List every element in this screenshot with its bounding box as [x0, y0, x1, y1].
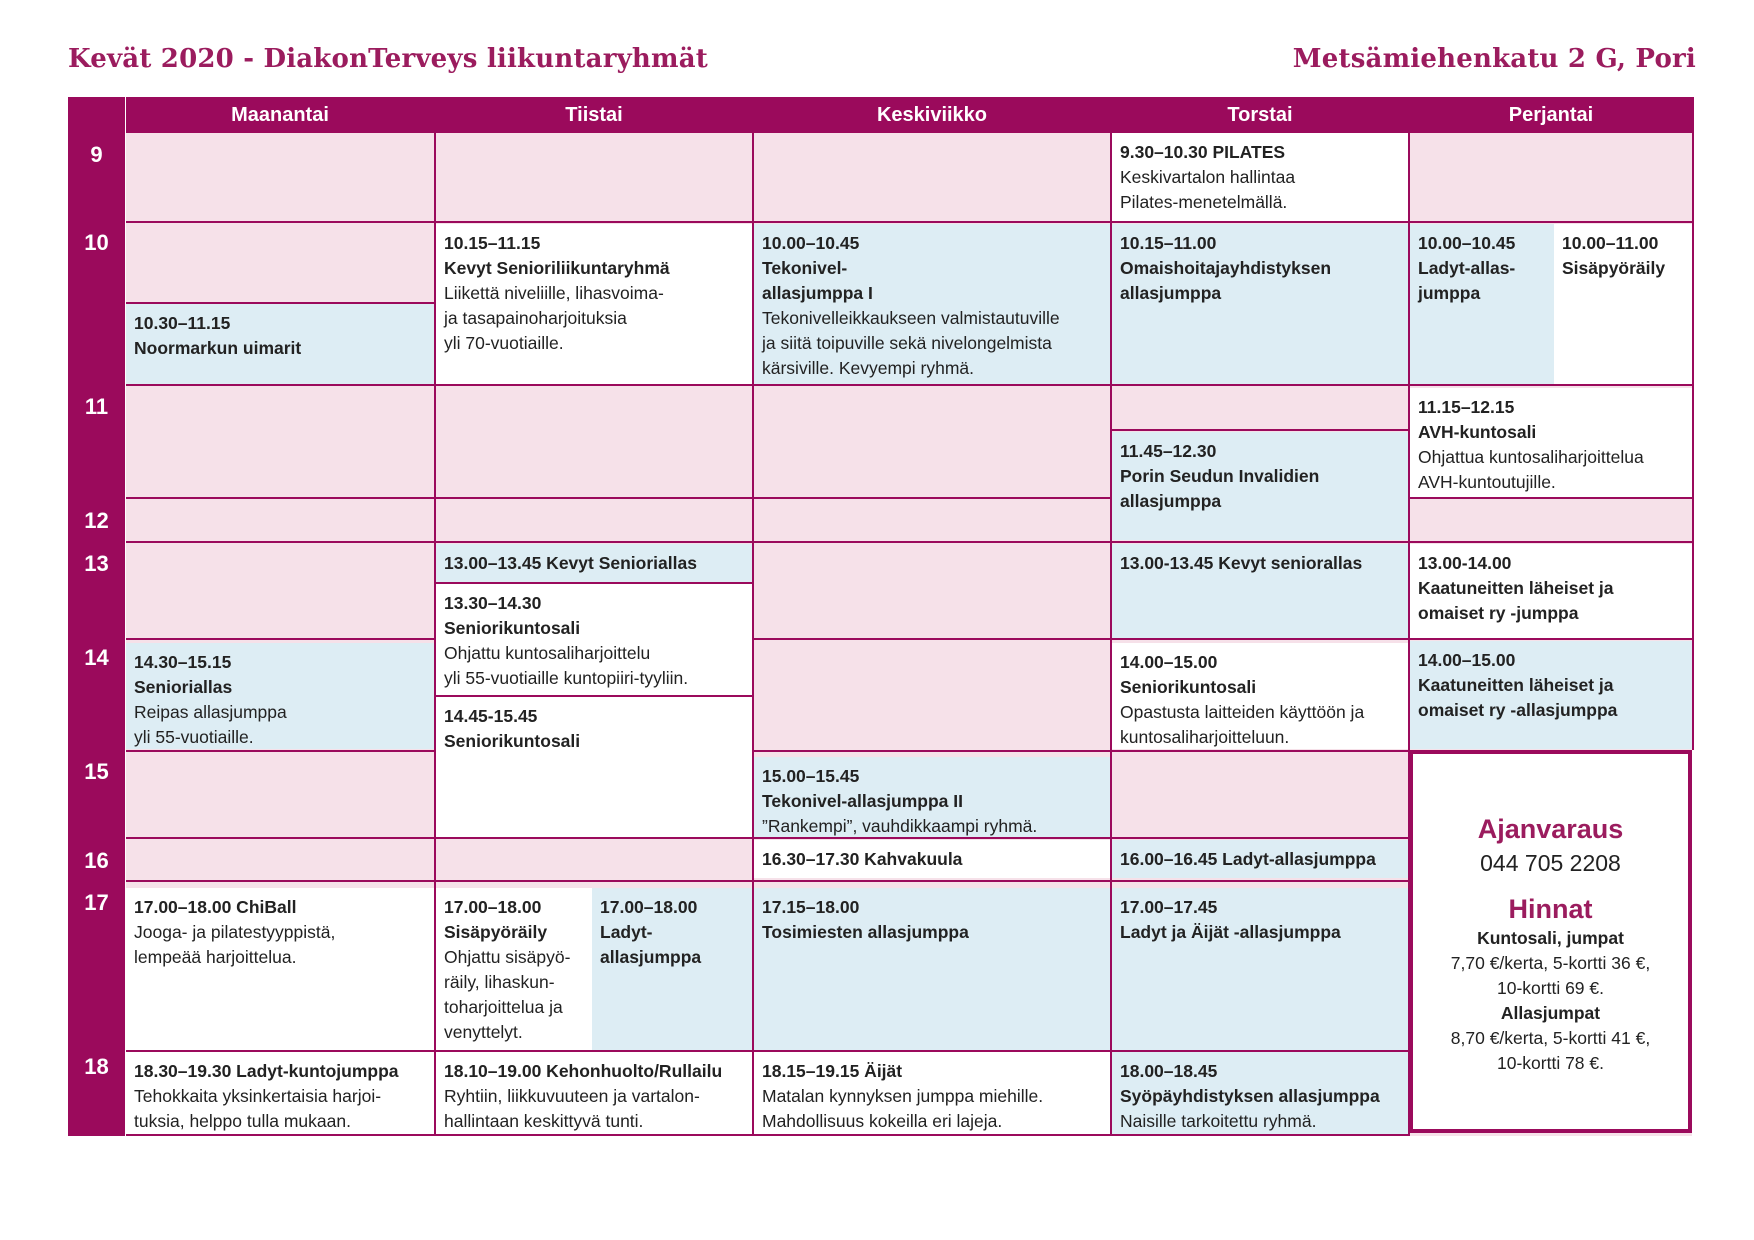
row-divider	[126, 497, 1110, 499]
hour-label: 10	[84, 230, 109, 255]
page-address: Metsämiehenkatu 2 G, Pori	[1292, 44, 1696, 74]
tuesday-class-kevyt-senioriliikunta: 10.15–11.15 Kevyt Senioriliikuntaryhmä Liikettä niveliille, lihasvoima- ja tasapainoharjoituksia yli 70-vuotiaille.	[436, 224, 752, 384]
row-divider	[436, 695, 752, 697]
hour-label: 12	[84, 508, 109, 533]
row-divider	[126, 302, 434, 304]
column-divider	[1110, 97, 1112, 1136]
hour-label: 15	[84, 759, 109, 784]
hour-label: 14	[84, 645, 109, 670]
monday-class-chiball: 17.00–18.00 ChiBall Jooga- ja pilatestyyppistä, lempeää harjoittelua.	[126, 888, 434, 1051]
thursday-class-seniorikuntosali: 14.00–15.00 Seniorikuntosali Opastusta laitteiden käyttöön ja kuntosaliharjoitteluun.	[1112, 643, 1408, 749]
wednesday-class-tosimiesten-allasjumppa: 17.15–18.00 Tosimiesten allasjumppa	[754, 888, 1110, 1051]
page-title: Kevät 2020 - DiakonTerveys liikuntaryhmät	[68, 44, 709, 74]
row-divider	[126, 221, 1692, 223]
thursday-class-kevyt-seniorallas: 13.00-13.45 Kevyt seniorallas	[1112, 544, 1408, 638]
thursday-class-ladyt-allasjumppa: 16.00–16.45 Ladyt-allasjumppa	[1112, 840, 1408, 878]
pool-prices-title: Allasjumpat	[1500, 1003, 1601, 1023]
booking-info-box	[1409, 750, 1692, 1133]
thursday-class-porin-seudun-invalidit: 11.45–12.30 Porin Seudun Invalidien allasjumppa	[1112, 432, 1408, 540]
column-divider	[1692, 97, 1694, 750]
hour-label: 13	[84, 551, 109, 576]
gym-prices: 7,70 €/kerta, 5-kortti 36 €, 10-kortti 69 €.	[1450, 953, 1651, 998]
row-divider	[1410, 497, 1692, 499]
row-divider	[754, 750, 1408, 752]
row-divider	[436, 582, 752, 584]
thursday-class-ladyt-ja-aijat: 17.00–17.45 Ladyt ja Äijät -allasjumppa	[1112, 888, 1408, 1051]
row-divider	[126, 837, 1408, 839]
column-divider	[434, 97, 436, 1136]
wednesday-class-aijat: 18.15–19.15 Äijät Matalan kynnyksen jumppa miehille. Mahdollisuus kokeilla eri lajeja.	[754, 1052, 1110, 1136]
column-divider	[752, 97, 754, 1136]
row-divider	[126, 541, 1692, 543]
row-divider	[126, 1134, 1408, 1136]
wednesday-class-tekonivel-1: 10.00–10.45 Tekonivel- allasjumppa I Tekonivelleikkaukseen valmistautuville ja siitä toipuville sekä nivelongelmista kärsiville. Kevyempi ryhmä.	[754, 224, 1110, 384]
row-divider	[126, 750, 436, 752]
thursday-class-omaishoitaja: 10.15–11.00 Omaishoitajayhdistyksen allasjumppa	[1112, 224, 1408, 384]
day-header-tuesday: Tiistai	[436, 97, 752, 133]
tuesday-class-seniorikuntosali-1: 13.30–14.30 Seniorikuntosali Ohjattu kuntosaliharjoittelu yli 55-vuotiaille kuntopiiri-tyyliin.	[436, 584, 752, 695]
friday-class-sisapyoraily: 10.00–11.00 Sisäpyöräily	[1554, 224, 1692, 384]
row-divider	[126, 638, 436, 640]
row-divider	[126, 384, 1692, 386]
tuesday-class-sisapyoraily: 17.00–18.00 Sisäpyöräily Ohjattu sisäpyö- räily, lihaskun- toharjoittelua ja venyttelyt.	[436, 888, 592, 1051]
friday-class-avh-kuntosali: 11.15–12.15 AVH-kuntosali Ohjattua kuntosaliharjoittelua AVH-kuntoutujille.	[1410, 388, 1692, 497]
row-divider	[126, 880, 1408, 882]
friday-class-ladyt-allasjumppa: 10.00–10.45 Ladyt-allas- jumppa	[1410, 224, 1554, 384]
hour-label: 18	[84, 1054, 109, 1079]
tuesday-class-seniorikuntosali-2: 14.45-15.45 Seniorikuntosali	[436, 697, 752, 837]
row-divider	[754, 638, 1692, 640]
gym-prices-title: Kuntosali, jumpat	[1477, 928, 1624, 948]
day-header-monday: Maanantai	[126, 97, 434, 133]
monday-class-noormarku: 10.30–11.15 Noormarkun uimarit	[126, 304, 434, 384]
row-divider	[1112, 429, 1408, 431]
tuesday-class-kehonhuolto: 18.10–19.00 Kehonhuolto/Rullailu Ryhtiin, liikkuvuuteen ja vartalon- hallintaan keskittyvä tunti.	[436, 1052, 752, 1136]
friday-class-kaatuneitten-allasjumppa: 14.00–15.00 Kaatuneitten läheiset ja omaiset ry -allasjumppa	[1410, 641, 1692, 749]
tuesday-class-kevyt-senioriallas: 13.00–13.45 Kevyt Senioriallas	[436, 544, 752, 582]
row-divider	[126, 1050, 1408, 1052]
hour-label: 11	[84, 394, 109, 419]
thursday-class-syopayhdistys: 18.00–18.45 Syöpäyhdistyksen allasjumppa Naisille tarkoitettu ryhmä.	[1112, 1052, 1408, 1136]
booking-phone: 044 705 2208	[1480, 850, 1621, 876]
friday-class-kaatuneitten-jumppa: 13.00-14.00 Kaatuneitten läheiset ja omaiset ry -jumppa	[1410, 544, 1692, 638]
pool-prices: 8,70 €/kerta, 5-kortti 41 €, 10-kortti 78 €.	[1450, 1028, 1651, 1073]
monday-class-senioriallas: 14.30–15.15 Senioriallas Reipas allasjumppa yli 55-vuotiaille.	[126, 643, 434, 749]
prices-title: Hinnat	[1508, 894, 1593, 924]
wednesday-class-tekonivel-2: 15.00–15.45 Tekonivel-allasjumppa II ”Rankempi”, vauhdikkaampi ryhmä.	[754, 757, 1110, 837]
hour-label: 9	[90, 142, 103, 167]
wednesday-class-kahvakuula: 16.30–17.30 Kahvakuula	[754, 840, 1110, 878]
booking-title: Ajanvaraus	[1477, 814, 1624, 844]
thursday-class-pilates: 9.30–10.30 PILATES Keskivartalon hallintaa Pilates-menetelmällä.	[1112, 133, 1408, 221]
day-header-wednesday: Keskiviikko	[754, 97, 1110, 133]
tuesday-class-ladyt-allasjumppa: 17.00–18.00 Ladyt- allasjumppa	[592, 888, 752, 1051]
day-header-friday: Perjantai	[1410, 97, 1692, 133]
hour-label: 16	[84, 848, 109, 873]
hour-label: 17	[84, 890, 109, 915]
monday-class-ladyt-kuntojumppa: 18.30–19.30 Ladyt-kuntojumppa Tehokkaita yksinkertaisia harjoi- tuksia, helppo tulla mukaan.	[126, 1052, 434, 1136]
day-header-thursday: Torstai	[1112, 97, 1408, 133]
